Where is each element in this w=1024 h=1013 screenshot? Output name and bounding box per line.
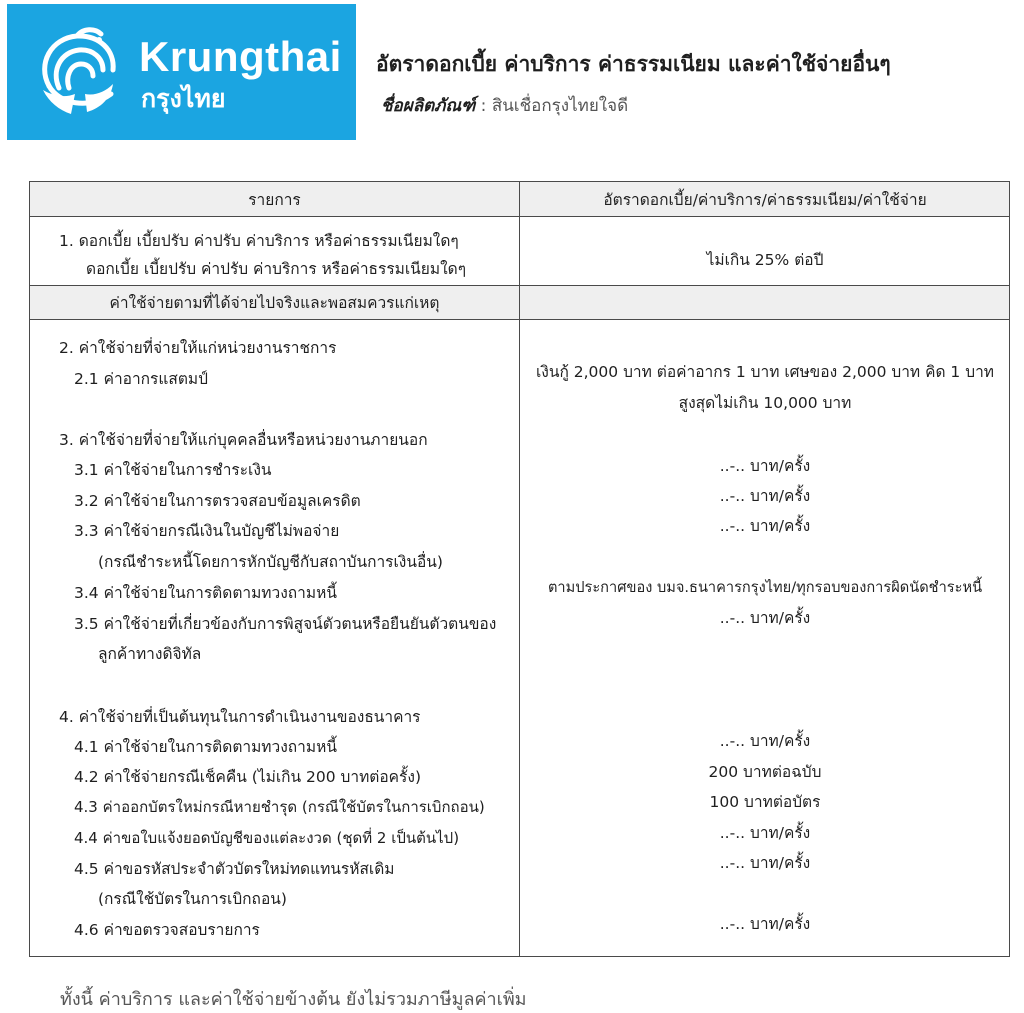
item-4-3: 4.3 ค่าออกบัตรใหม่กรณีหายชำรุด (กรณีใช้บัตรในการเบิกถอน) [74, 798, 485, 816]
phoenix-bird-icon [29, 24, 125, 120]
item-4-2: 4.2 ค่าใช้จ่ายกรณีเช็คคืน (ไม่เกิน 200 บาทต่อครั้ง) [74, 768, 421, 786]
column-header-item: รายการ [248, 191, 301, 209]
item-3-5: 3.5 ค่าใช้จ่ายที่เกี่ยวข้องกับการพิสูจน์ตัวตนหรือยืนยันตัวตนของ [74, 615, 497, 633]
value-4-5: ..-.. บาท/ครั้ง [719, 854, 811, 872]
row1-label: 1. ดอกเบี้ย เบี้ยปรับ ค่าปรับ ค่าบริการ หรือค่าธรรมเนียมใดๆ [59, 232, 459, 250]
brand-name-th: กรุงไทย [141, 84, 226, 113]
document-title: อัตราดอกเบี้ย ค่าบริการ ค่าธรรมเนียม และค่าใช้จ่ายอื่นๆ [376, 52, 891, 76]
value-2-1-line2: สูงสุดไม่เกิน 10,000 บาท [678, 394, 852, 412]
value-3-4: ตามประกาศของ บมจ.ธนาคารกรุงไทย/ทุกรอบของการผิดนัดชำระหนี้ [547, 579, 983, 596]
item-3-5-cont: ลูกค้าทางดิจิทัล [98, 645, 202, 663]
value-3-3: ..-.. บาท/ครั้ง [719, 517, 811, 535]
section-label: ค่าใช้จ่ายตามที่ได้จ่ายไปจริงและพอสมควรแก่เหตุ [109, 294, 440, 312]
brand-name-en: Krungthai [139, 33, 342, 80]
group4-title: 4. ค่าใช้จ่ายที่เป็นต้นทุนในการดำเนินงานของธนาคาร [59, 708, 421, 726]
column-header-rate: อัตราดอกเบี้ย/ค่าบริการ/ค่าธรรมเนียม/ค่าใช้จ่าย [603, 191, 927, 209]
value-4-2: 200 บาทต่อฉบับ [708, 763, 822, 781]
product-name: สินเชื่อกรุงไทยใจดี [491, 96, 629, 116]
row1-label-cont: ดอกเบี้ย เบี้ยปรับ ค่าปรับ ค่าบริการ หรือค่าธรรมเนียมใดๆ [86, 260, 467, 278]
value-3-2: ..-.. บาท/ครั้ง [719, 487, 811, 505]
product-separator: : [475, 96, 492, 116]
group2-title: 2. ค่าใช้จ่ายที่จ่ายให้แก่หน่วยงานราชการ [59, 339, 337, 357]
item-2-1: 2.1 ค่าอากรแสตมป์ [74, 370, 208, 388]
column-divider [519, 182, 520, 956]
item-4-5: 4.5 ค่าขอรหัสประจำตัวบัตรใหม่ทดแทนรหัสเดิม [74, 860, 395, 878]
value-2-1-line1: เงินกู้ 2,000 บาท ต่อค่าอากร 1 บาท เศษของ 2,000 บาท คิด 1 บาท [536, 363, 994, 381]
product-line [381, 92, 628, 119]
fee-table [29, 181, 1010, 957]
brand-logo [7, 4, 356, 140]
item-3-3-note: (กรณีชำระหนี้โดยการหักบัญชีกับสถาบันการเงินอื่น) [98, 553, 443, 571]
value-4-4: ..-.. บาท/ครั้ง [719, 824, 811, 842]
group3-title: 3. ค่าใช้จ่ายที่จ่ายให้แก่บุคคลอื่นหรือหน่วยงานภายนอก [59, 431, 428, 449]
value-4-6: ..-.. บาท/ครั้ง [719, 915, 811, 933]
row1-value: ไม่เกิน 25% ต่อปี [706, 251, 824, 269]
item-3-2: 3.2 ค่าใช้จ่ายในการตรวจสอบข้อมูลเครดิต [74, 492, 361, 510]
item-3-3: 3.3 ค่าใช้จ่ายกรณีเงินในบัญชีไม่พอจ่าย [74, 522, 340, 540]
value-3-1: ..-.. บาท/ครั้ง [719, 457, 811, 475]
item-4-4: 4.4 ค่าขอใบแจ้งยอดบัญชีของแต่ละงวด (ชุดที่ 2 เป็นต้นไป) [74, 829, 460, 847]
value-4-3: 100 บาทต่อบัตร [709, 793, 821, 811]
item-4-5-note: (กรณีใช้บัตรในการเบิกถอน) [98, 890, 287, 908]
item-3-1: 3.1 ค่าใช้จ่ายในการชำระเงิน [74, 461, 272, 479]
item-4-1: 4.1 ค่าใช้จ่ายในการติดตามทวงถามหนี้ [74, 738, 337, 756]
item-3-4: 3.4 ค่าใช้จ่ายในการติดตามทวงถามหนี้ [74, 584, 337, 602]
footer-note: ทั้งนี้ ค่าบริการ และค่าใช้จ่ายข้างต้น ยังไม่รวมภาษีมูลค่าเพิ่ม [60, 989, 527, 1010]
value-3-5: ..-.. บาท/ครั้ง [719, 609, 811, 627]
item-4-6: 4.6 ค่าขอตรวจสอบรายการ [74, 921, 260, 939]
value-4-1: ..-.. บาท/ครั้ง [719, 732, 811, 750]
product-label: ชื่อผลิตภัณฑ์ [381, 96, 476, 116]
